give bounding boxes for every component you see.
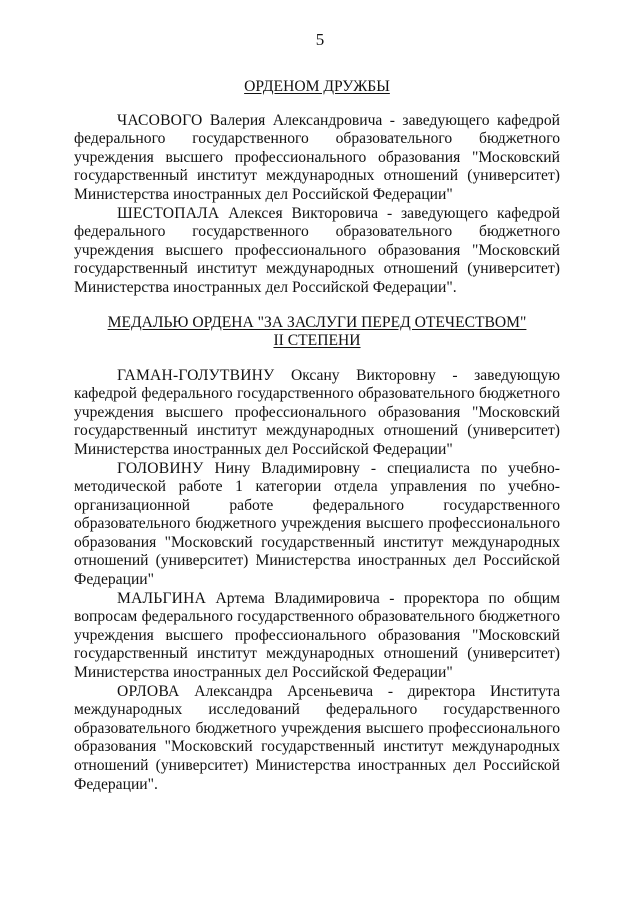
award-entry: [74, 112, 560, 205]
recipient-description: Артема Владимировича - проректора по общим вопросам федерального государственного образовательного бюджетного учреждения высшего профессионального образования "Московский государственный институт международных отношений (университет) Министерства иностранных дел Российской Федерации": [74, 589, 560, 682]
award-section-order-of-friendship: [74, 78, 560, 298]
award-entry: [74, 683, 560, 795]
recipient-description: Оксану Викторовну - заведующую кафедрой федерального государственного образовательного бюджетного учреждения высшего профессионального образования "Московский государственный институт международных отношений (университет) Министерства иностранных дел Российской Федерации": [74, 366, 560, 458]
document-body: [74, 78, 560, 794]
recipient-description: Нину Владимировну - специалиста по учебно-методической работе 1 категории отдела управления по учебно-организационной работе федерального государственного образовательного бюджетного учреждения высшего профессионального образования "Московский государственный институт международных отношений (университет) Министерства иностранных дел Российской Федерации": [74, 459, 560, 589]
recipient-description: Алексея Викторовича - заведующего кафедрой федерального государственного образовательного бюджетного учреждения высшего профессионального образования "Московский государственный институт международных отношений (университет) Министерства иностранных дел Российской Федерации".: [74, 204, 560, 296]
page-number: 5: [315, 30, 325, 49]
award-entry: [74, 460, 560, 590]
recipient-surname: МАЛЬГИНА: [117, 589, 207, 607]
recipient-description: Александра Арсеньевича - директора Института международных исследований федерального государственного образовательного бюджетного учреждения высшего профессионального образования "Московский государственный институт международных отношений (университет) Министерства иностранных дел Российской Федерации".: [74, 682, 560, 793]
recipient-description: Валерия Александровича - заведующего кафедрой федерального государственного образовательного бюджетного учреждения высшего профессионального образования "Московский государственный институт международных отношений (университет) Министерства иностранных дел Российской Федерации": [74, 111, 560, 203]
section-heading-block: [74, 314, 560, 350]
recipient-surname: ШЕСТОПАЛА: [117, 204, 220, 222]
section-heading-line-1: МЕДАЛЬЮ ОРДЕНА "ЗА ЗАСЛУГИ ПЕРЕД ОТЕЧЕСТВОМ": [107, 313, 527, 331]
award-entry: [74, 367, 560, 460]
recipient-surname: ГАМАН-ГОЛУТВИНУ: [117, 366, 275, 384]
recipient-surname: ЧАСОВОГО: [117, 111, 203, 129]
award-section-medal-of-order: [74, 314, 560, 795]
award-entry: [74, 205, 560, 298]
award-entry: [74, 590, 560, 683]
recipient-surname: ГОЛОВИНУ: [117, 459, 204, 477]
section-heading-line-2: II СТЕПЕНИ: [273, 331, 361, 349]
recipient-surname: ОРЛОВА: [117, 682, 180, 700]
section-heading: ОРДЕНОМ ДРУЖБЫ: [244, 78, 390, 95]
